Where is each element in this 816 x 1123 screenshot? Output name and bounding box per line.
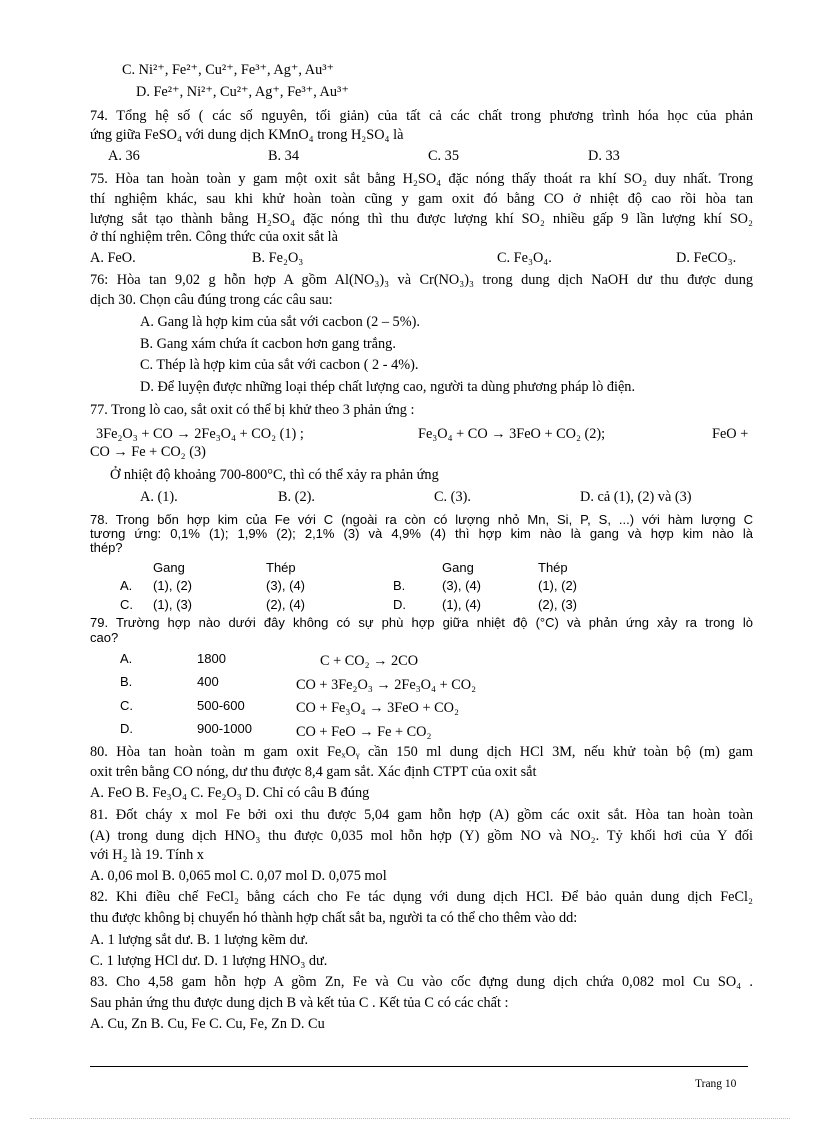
answer-cell: (1), (2) — [153, 578, 192, 593]
answer-option: A. 36 — [108, 148, 140, 164]
temperature-value: 1800 — [197, 651, 226, 666]
answer-option: B. (2). — [278, 489, 315, 505]
option-line: D. Fe²⁺, Ni²⁺, Cu²⁺, Ag⁺, Fe³⁺, Au³⁺ — [136, 84, 349, 100]
reaction-equation: CO + FeO → Fe + CO₂ — [296, 724, 432, 740]
answer-option: C. (3). — [434, 489, 471, 505]
answer-options: A. Cu, Zn B. Cu, Fe C. Cu, Fe, Zn D. Cu — [90, 1016, 325, 1032]
answer-cell: (3), (4) — [266, 578, 305, 593]
question-74-text: 74. Tổng hệ số ( các số nguyên, tối giản) của tất cả các chất trong phương trình hóa học của phản — [90, 108, 753, 124]
reaction-equation: CO → Fe + CO₂ (3) — [90, 444, 206, 460]
column-header: Thép — [266, 560, 296, 575]
question-76-text: dịch 30. Chọn câu đúng trong các câu sau: — [90, 292, 333, 308]
footer-divider — [90, 1066, 748, 1067]
question-83-text: 83. Cho 4,58 gam hỗn hợp A gồm Zn, Fe và Cu vào cốc đựng dung dịch chứa 0,082 mol Cu SO₄ . — [90, 974, 753, 990]
page-border — [30, 1118, 790, 1119]
answer-label: C. — [120, 597, 133, 612]
question-81-text: với H₂ là 19. Tính x — [90, 847, 204, 863]
answer-label: B. — [120, 674, 133, 689]
reaction-equation: C + CO₂ → 2CO — [320, 653, 419, 669]
answer-label: D. — [120, 721, 133, 736]
question-79-text: cao? — [90, 630, 119, 645]
answer-option: C. Thép là hợp kim của sắt với cacbon ( 2 - 4%). — [140, 357, 419, 373]
question-81-text: 81. Đốt cháy x mol Fe bởi oxi thu được 5,04 gam hỗn hợp (A) gồm các oxit sắt. Hòa tan hoàn toàn — [90, 807, 753, 823]
answer-cell: (2), (3) — [538, 597, 577, 612]
reaction-equation: 3Fe₂O₃ + CO → 2Fe₃O₄ + CO₂ (1) ; — [96, 426, 304, 442]
question-77-text: Ở nhiệt độ khoảng 700-800°C, thì có thể xảy ra phản ứng — [110, 467, 439, 483]
question-80-text: 80. Hòa tan hoàn toàn m gam oxit FeₓOᵧ cần 150 ml dung dịch HCl 3M, nếu khử toàn bộ (m) gam — [90, 744, 753, 760]
answer-label: C. — [120, 698, 133, 713]
answer-option: A. (1). — [140, 489, 178, 505]
question-76-text: 76: Hòa tan 9,02 g hỗn hợp A gồm Al(NO₃)₃ và Cr(NO₃)₃ trong dung dịch NaOH dư thu được dung — [90, 272, 753, 288]
answer-label: A. — [120, 578, 133, 593]
answer-cell: (3), (4) — [442, 578, 481, 593]
answer-cell: (1), (2) — [538, 578, 577, 593]
column-header: Gang — [153, 560, 185, 575]
question-82-text: thu được không bị chuyển hó thành hợp chất sắt ba, người ta có thể cho thêm vào dd: — [90, 910, 578, 926]
column-header: Thép — [538, 560, 568, 575]
reaction-equation: Fe₃O₄ + CO → 3FeO + CO₂ (2); — [418, 426, 606, 442]
answer-cell: (1), (3) — [153, 597, 192, 612]
question-82-text: 82. Khi điều chế FeCl₂ bằng cách cho Fe tác dụng với dung dịch HCl. Để bảo quản dung dịch FeCl₂ — [90, 889, 753, 905]
answer-cell: (2), (4) — [266, 597, 305, 612]
question-80-text: oxit trên bằng CO nóng, dư thu được 8,4 gam sắt. Xác định CTPT của oxit sắt — [90, 764, 537, 780]
question-83-text: Sau phản ứng thu được dung dịch B và kết tủa C . Kết tủa C có các chất : — [90, 995, 509, 1011]
answer-option: A. FeO. — [90, 250, 136, 266]
question-78-text: 78. Trong bốn hợp kim của Fe với C (ngoài ra còn có lượng nhỏ Mn, Si, P, S, ...) với hàm lượng C — [90, 512, 753, 527]
answer-option: D. cả (1), (2) và (3) — [580, 489, 692, 505]
answer-option: D. 33 — [588, 148, 620, 164]
answer-option: D. FeCO₃. — [676, 250, 737, 266]
answer-label: B. — [393, 578, 406, 593]
column-header: Gang — [442, 560, 474, 575]
answer-option: B. Gang xám chứa ít cacbon hơn gang trắng. — [140, 336, 396, 352]
question-78-text: tương ứng: 0,1% (1); 1,9% (2); 2,1% (3) và 4,9% (4) thì hợp kim nào là gang và hợp kim nào là — [90, 526, 753, 541]
question-77-text: 77. Trong lò cao, sắt oxit có thể bị khử theo 3 phản ứng : — [90, 402, 415, 418]
answer-option: A. Gang là hợp kim của sắt với cacbon (2 – 5%). — [140, 314, 420, 330]
answer-option: C. Fe₃O₄. — [497, 250, 552, 266]
question-78-text: thép? — [90, 540, 123, 555]
question-75-text: lượng sắt tạo thành bằng H₂SO₄ đặc nóng thì thu được lượng khí SO₂ nhiều gấp 9 lần lượng khí SO₂ — [90, 211, 753, 227]
temperature-value: 500-600 — [197, 698, 245, 713]
question-75-text: ở thí nghiệm trên. Công thức của oxit sắt là — [90, 229, 338, 245]
reaction-equation: CO + Fe₃O₄ → 3FeO + CO₂ — [296, 700, 459, 716]
answer-option: B. 34 — [268, 148, 299, 164]
question-75-text: thí nghiệm khác, sau khi khử hoàn toàn cũng y gam oxit đó bằng CO ở nhiệt độ cao rồi hòa tan — [90, 191, 753, 207]
answer-options: C. 1 lượng HCl dư. D. 1 lượng HNO₃ dư. — [90, 953, 328, 969]
answer-options: A. 0,06 mol B. 0,065 mol C. 0,07 mol D. 0,075 mol — [90, 868, 387, 884]
answer-options: A. 1 lượng sắt dư. B. 1 lượng kẽm dư. — [90, 932, 309, 948]
answer-option: C. 35 — [428, 148, 459, 164]
reaction-equation: FeO + — [712, 426, 749, 442]
page-number: Trang 10 — [695, 1078, 737, 1090]
question-74-text: ứng giữa FeSO₄ với dung dịch KMnO₄ trong H₂SO₄ là — [90, 127, 404, 143]
temperature-value: 400 — [197, 674, 219, 689]
answer-cell: (1), (4) — [442, 597, 481, 612]
question-75-text: 75. Hòa tan hoàn toàn y gam một oxit sắt bằng H₂SO₄ đặc nóng thấy thoát ra khí SO₂ duy nhất. Trong — [90, 171, 753, 187]
option-line: C. Ni²⁺, Fe²⁺, Cu²⁺, Fe³⁺, Ag⁺, Au³⁺ — [122, 62, 335, 78]
question-81-text: (A) trong dung dịch HNO₃ thu được 0,035 mol hỗn hợp (Y) gồm NO và NO₂. Tỷ khối hơi của Y đối — [90, 828, 753, 844]
answer-label: D. — [393, 597, 406, 612]
temperature-value: 900-1000 — [197, 721, 252, 736]
question-79-text: 79. Trường hợp nào dưới đây không có sự phù hợp giữa nhiệt độ (°C) và phản ứng xảy ra trong lò — [90, 615, 753, 630]
answer-label: A. — [120, 651, 133, 666]
answer-option: D. Để luyện được những loại thép chất lượng cao, người ta dùng phương pháp lò điện. — [140, 379, 636, 395]
answer-options: A. FeO B. Fe₃O₄ C. Fe₂O₃ D. Chỉ có câu B đúng — [90, 785, 370, 801]
answer-option: B. Fe₂O₃ — [252, 250, 304, 266]
reaction-equation: CO + 3Fe₂O₃ → 2Fe₃O₄ + CO₂ — [296, 677, 477, 693]
